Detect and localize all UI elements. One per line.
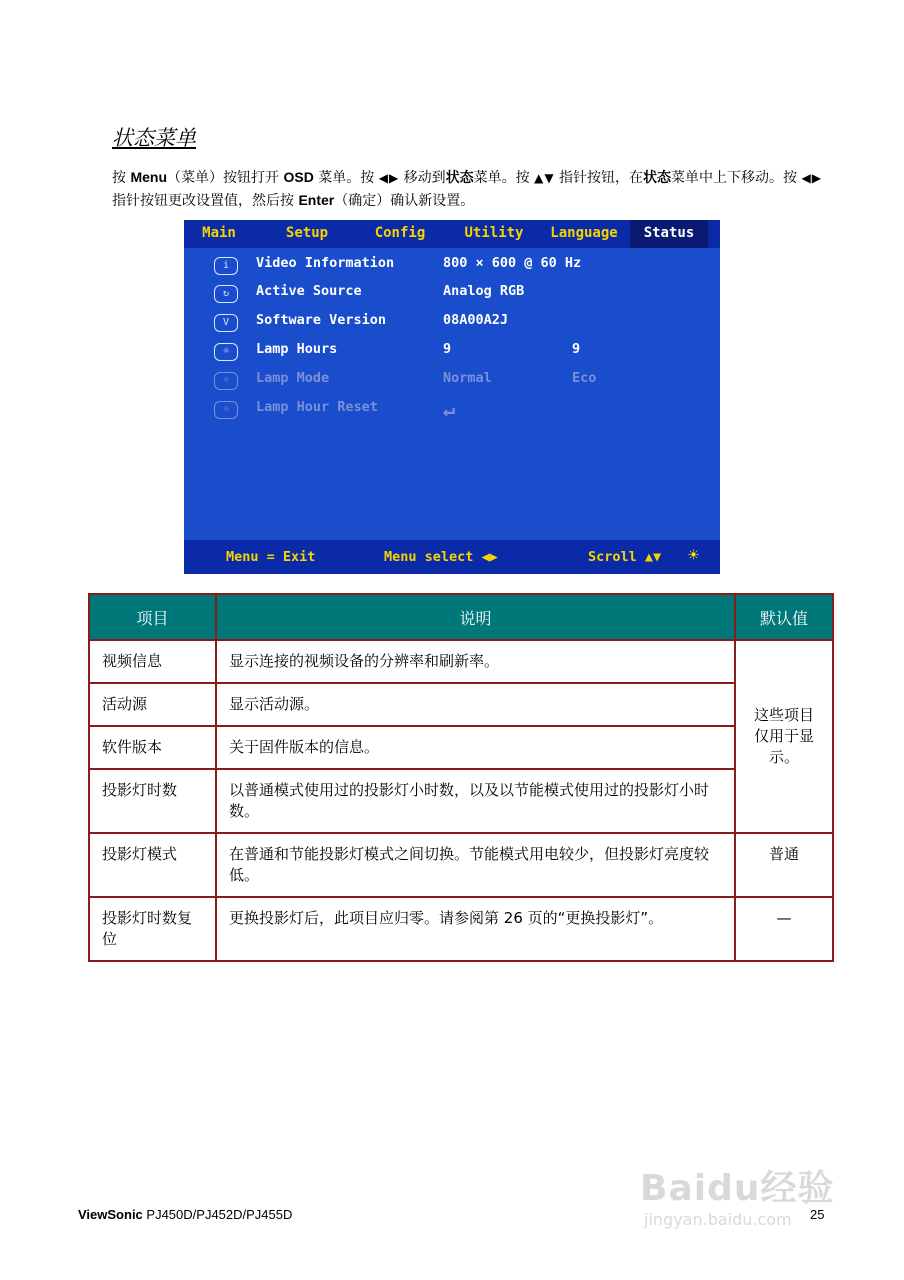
table-header-row — [89, 594, 833, 640]
row-description: 显示连接的视频设备的分辨率和刷新率。 — [216, 640, 735, 683]
enter-icon: ↵ — [443, 397, 456, 421]
status-menu-table — [88, 593, 834, 962]
table-row — [89, 897, 833, 961]
row-description: 在普通和节能投影灯模式之间切换。节能模式用电较少，但投影灯亮度较低。 — [216, 833, 735, 897]
osd-label: Lamp Mode — [256, 370, 330, 386]
row-item: 活动源 — [89, 683, 216, 726]
osd-row-lamp-hours — [184, 341, 720, 365]
source-icon: ↻ — [214, 285, 238, 303]
intro-paragraph: 按 Menu（菜单）按钮打开 OSD 菜单。按 ◀▶ 移动到状态菜单。按 ▲▼ 指针按钮，在状态菜单中上下移动。按 ◀▶ 指针按钮更改设置值，然后按 Enter（确定）确认新设置。 — [112, 169, 822, 209]
row-default-merged: 这些项目仅用于显示。 — [735, 640, 833, 833]
row-description: 显示活动源。 — [216, 683, 735, 726]
osd-value: Normal — [443, 370, 492, 386]
osd-footer-scroll: Scroll ▲▼ — [588, 549, 662, 565]
row-item: 投影灯时数复位 — [89, 897, 216, 961]
osd-tab-language: Language — [550, 225, 618, 241]
version-icon: V — [214, 314, 238, 332]
row-description: 更换投影灯后，此项目应归零。请参阅第 26 页的“更换投影灯”。 — [216, 897, 735, 961]
osd-label: Video Information — [256, 255, 395, 271]
osd-tab-config: Config — [374, 225, 426, 241]
header-default: 默认值 — [735, 594, 833, 640]
row-description: 关于固件版本的信息。 — [216, 726, 735, 769]
osd-value: 800 × 600 @ 60 Hz — [443, 255, 582, 271]
osd-row-software-version — [184, 312, 720, 336]
table-row — [89, 683, 833, 726]
row-item: 投影灯时数 — [89, 769, 216, 833]
osd-tab-status: Status — [630, 220, 708, 248]
osd-status-menu — [184, 220, 720, 574]
osd-label: Software Version — [256, 312, 387, 328]
osd-row-active-source — [184, 283, 720, 307]
osd-value: 9 — [572, 341, 581, 357]
footer-model: ViewSonic PJ450D/PJ452D/PJ455D — [78, 1207, 293, 1222]
table-row — [89, 833, 833, 897]
row-default: 普通 — [735, 833, 833, 897]
row-item: 软件版本 — [89, 726, 216, 769]
osd-value: Analog RGB — [443, 283, 525, 299]
watermark-url: jingyan.baidu.com — [644, 1210, 792, 1229]
osd-value: Eco — [572, 370, 597, 386]
osd-footer — [184, 540, 720, 574]
osd-label: Lamp Hours — [256, 341, 338, 357]
info-icon: i — [214, 257, 238, 275]
table-row — [89, 726, 833, 769]
section-title: 状态菜单 — [112, 126, 196, 150]
osd-row-video-information — [184, 255, 720, 279]
osd-row-lamp-hour-reset — [184, 399, 720, 423]
row-description: 以普通模式使用过的投影灯小时数，以及以节能模式使用过的投影灯小时数。 — [216, 769, 735, 833]
watermark — [640, 1150, 850, 1240]
row-item: 投影灯模式 — [89, 833, 216, 897]
table-row — [89, 769, 833, 833]
osd-tab-utility: Utility — [464, 225, 524, 241]
osd-value: 08A00A2J — [443, 312, 509, 328]
osd-tab-bar — [184, 220, 720, 248]
osd-footer-select: Menu select ◀▶ — [384, 549, 498, 565]
page-number: 25 — [810, 1207, 825, 1222]
up-down-arrows-icon: ▲▼ — [534, 171, 555, 185]
header-item: 项目 — [89, 594, 216, 640]
watermark-logo: Baidu经验 — [640, 1168, 835, 1209]
osd-row-lamp-mode — [184, 370, 720, 394]
lamp-icon: ☼ — [214, 401, 238, 419]
lamp-sun-icon: ☀ — [688, 545, 699, 566]
table-row — [89, 640, 833, 683]
osd-label: Lamp Hour Reset — [256, 399, 378, 415]
osd-value: 9 — [443, 341, 452, 357]
lamp-icon: ☼ — [214, 372, 238, 390]
header-description: 说明 — [216, 594, 735, 640]
row-default: — — [735, 897, 833, 961]
left-right-arrows-icon: ◀▶ — [801, 171, 822, 185]
osd-tab-setup: Setup — [285, 225, 329, 241]
osd-footer-exit: Menu = Exit — [226, 549, 316, 565]
lamp-icon: ☼ — [214, 343, 238, 361]
osd-tab-main: Main — [202, 225, 236, 241]
row-item: 视频信息 — [89, 640, 216, 683]
left-right-arrows-icon: ◀▶ — [378, 171, 400, 185]
osd-label: Active Source — [256, 283, 362, 299]
